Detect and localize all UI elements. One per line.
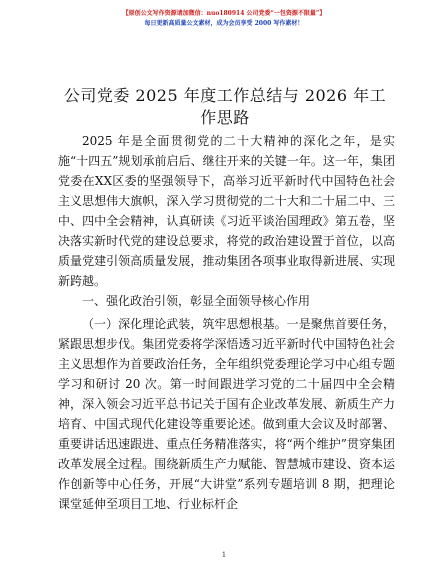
promo-banner-line-2: 每日更新高质量公文素材，成为会员享受 2000 写作素材！ xyxy=(144,20,304,27)
section-heading: 一、强化政治引领，彰显全面领导核心作用 xyxy=(82,294,311,308)
promo-banner-line-1: 【原创公文写作资源请加微信：nuo180914 公司党委“一包资源不限量”】 xyxy=(122,10,326,17)
intro-paragraph: 2025 年是全面贯彻党的二十大精神的深化之年，是实施“十四五”规划承前启后、继往开来的关键一年。这一年，集团党委在XX区委的坚强领导下，高举习近平新时代中国特色社会主义思想伟大旗帜，深入学习贯彻党的二十大和二十届二中、三中、四中全会精神，认真研读《习近平谈治国理政》第五卷，坚决落实新时代党的建设总要求，将党的政治建设置于首位，以高质量党建引领高质量发展，推动集团各项事业取得新进展、实现新跨越。 xyxy=(58,134,395,288)
document-title: 公司党委 2025 年度工作总结与 2026 年工作思路 xyxy=(63,86,387,127)
page-number: 1 xyxy=(221,551,227,559)
section-paragraph: （一）深化理论武装，筑牢思想根基。一是聚焦首要任务，紧跟思想步伐。集团党委将学深悟透习近平新时代中国特色社会主义思想作为首要政治任务，全年组织党委理论学习中心组专题学习和研讨 20 次。第一时间跟进学习党的二十届四中全会精神，深入领会习近平总书记关于国有企业改革发展、新质生产力培育、中国式现代化建设等重要论述。做到重大会议及时部署、重要讲话迅速跟进、重点任务精准落实，将“两个维护”贯穿集团改革发展全过程。围绕新质生产力赋能、智慧城市建设、资本运作创新等中心任务，开展“大讲堂”系列专题培训 8 期，把理论课堂延伸至项目工地、行业标杆企 xyxy=(58,317,395,511)
document-body xyxy=(58,131,395,514)
